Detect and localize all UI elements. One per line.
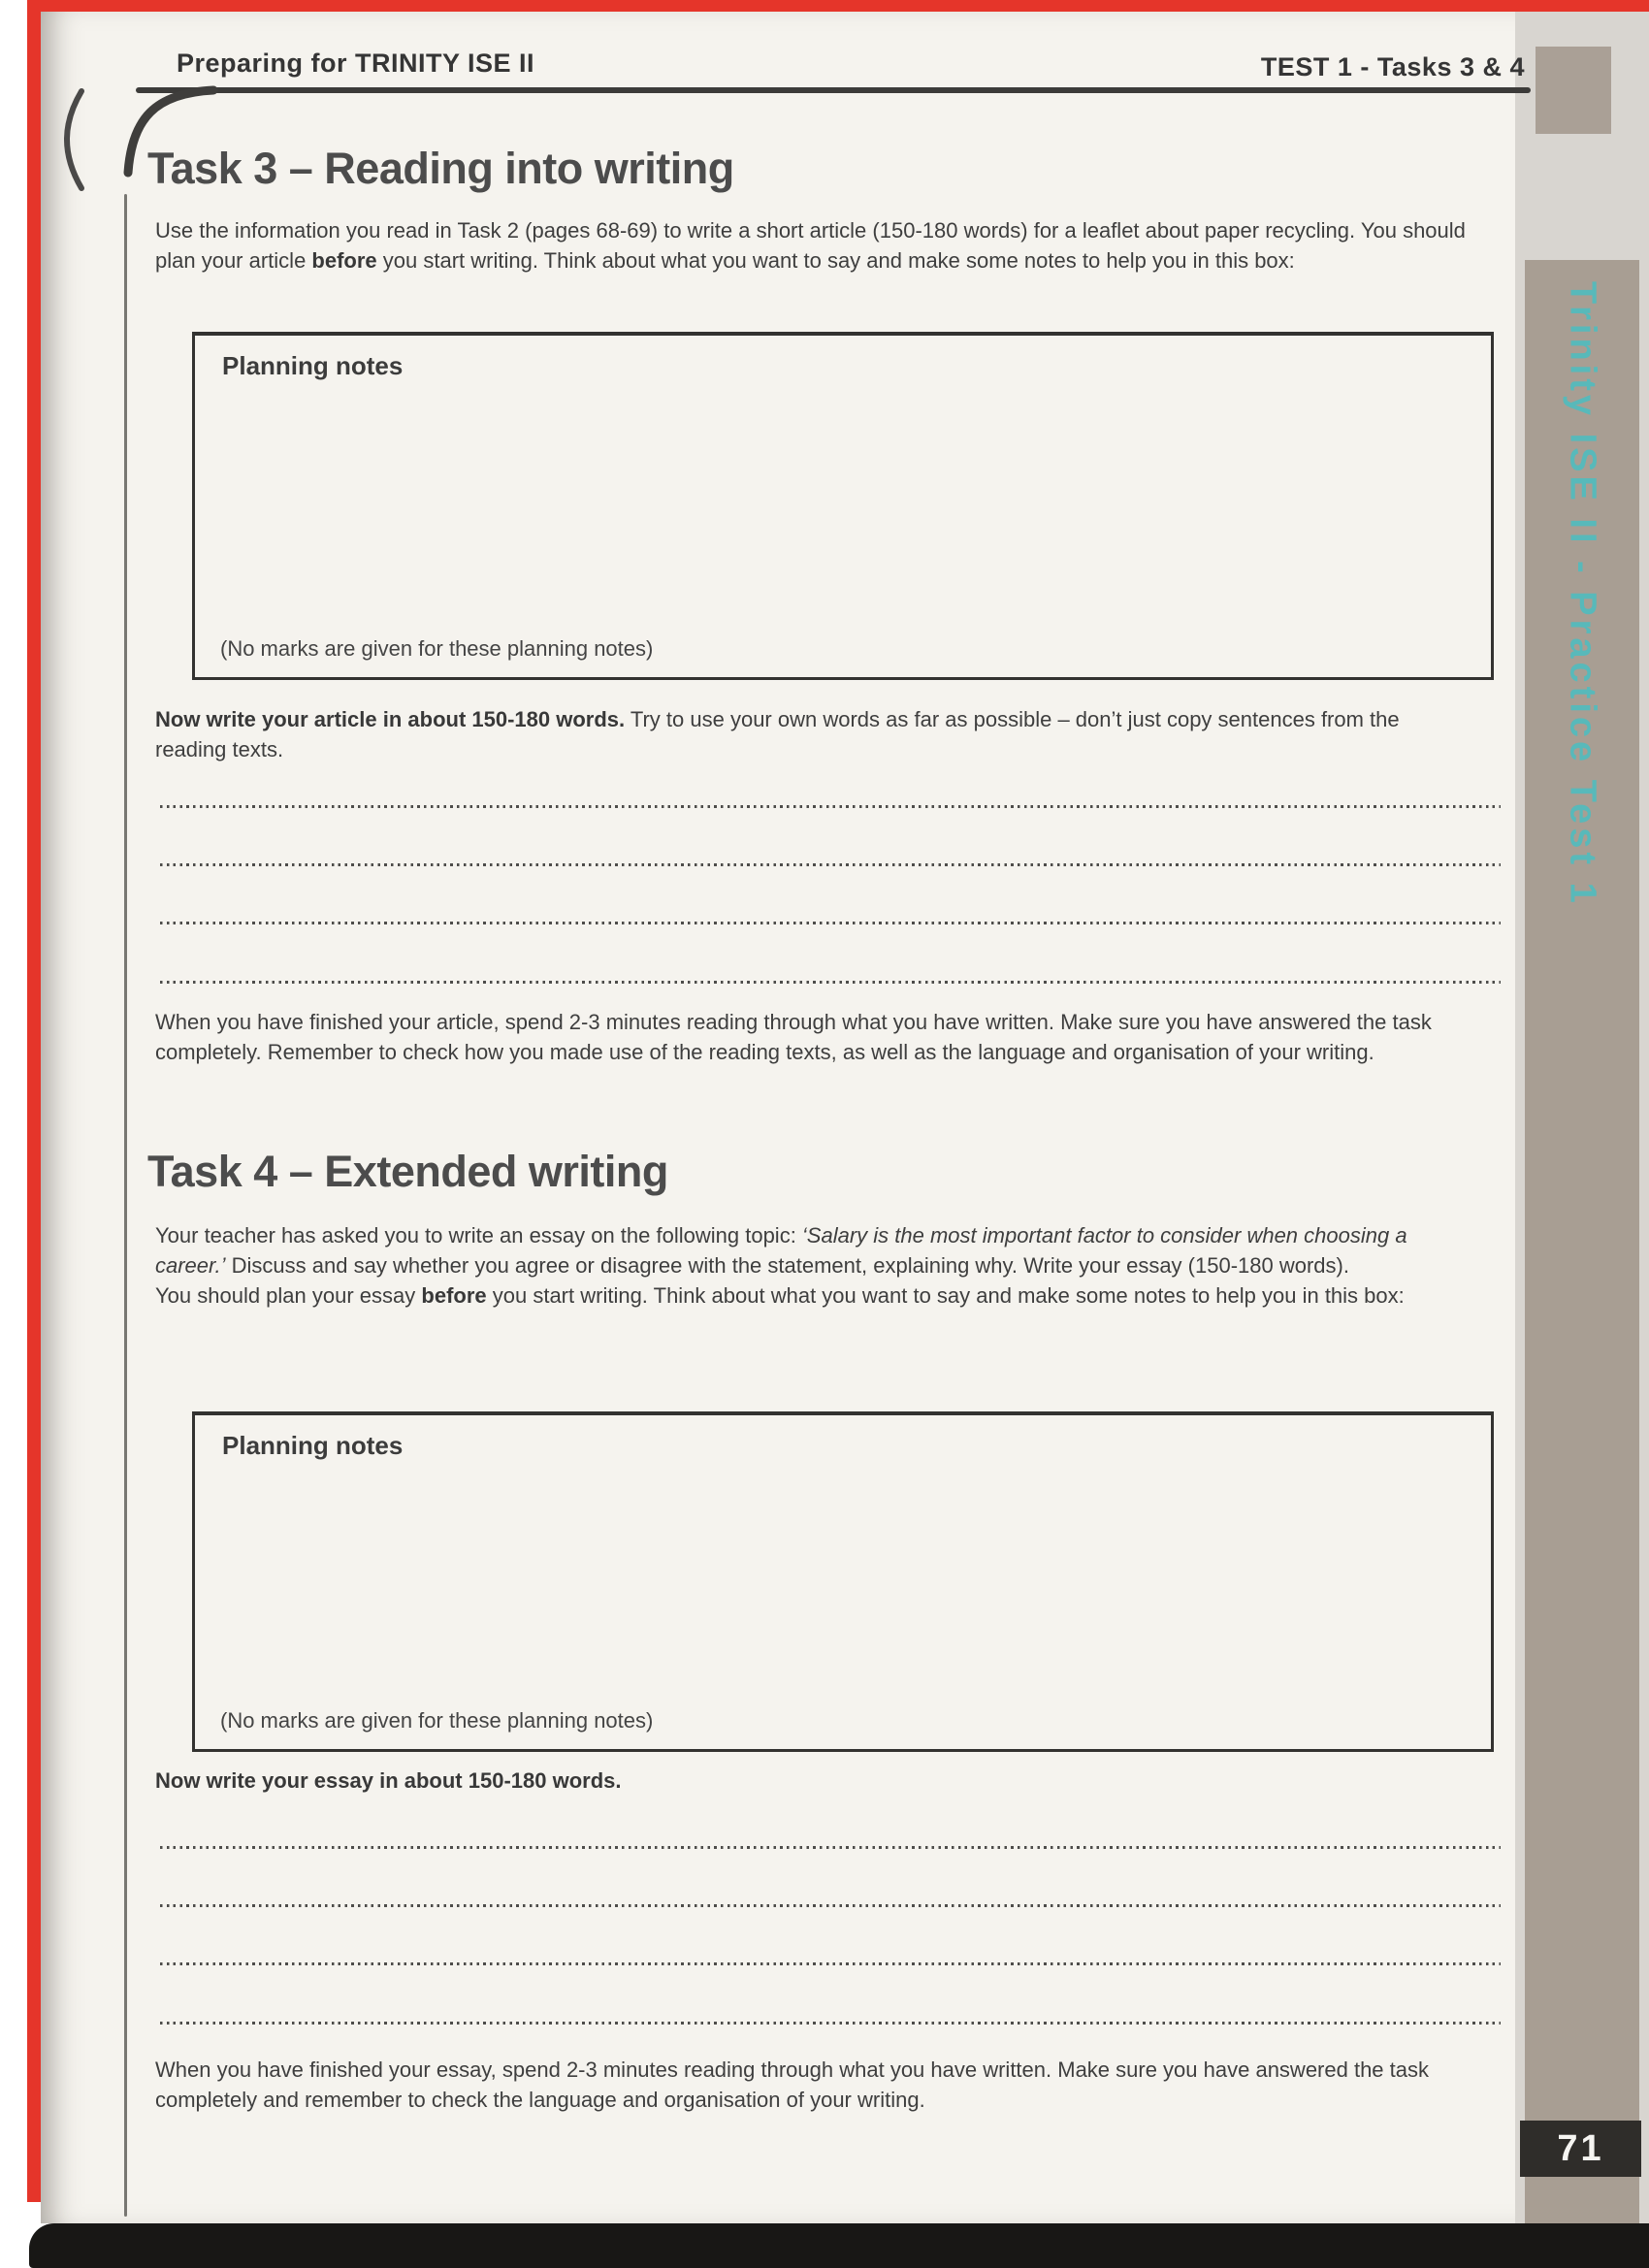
writing-line[interactable]: [160, 1904, 1501, 1907]
task4-instructions: [155, 1220, 1470, 1311]
task3-write-rest: Try to use your own words as far as possible – don’t just copy sentences from the reading texts.: [155, 707, 1400, 761]
writing-line[interactable]: [160, 2022, 1501, 2025]
task4-write-instruction: [155, 1766, 1470, 1796]
task3-intro-text-2: you start writing. Think about what you want to say and make some notes to help you in this box:: [376, 248, 1295, 273]
task3-write-bold: Now write your article in about 150-180 words.: [155, 707, 626, 731]
writing-line[interactable]: [160, 1846, 1501, 1849]
task3-intro-bold: before: [311, 248, 377, 273]
margin-rule: [124, 194, 127, 2217]
writing-line[interactable]: [160, 981, 1501, 984]
test-section-label: TEST 1 - Tasks 3 & 4: [1260, 52, 1525, 81]
task4-planning-notes-box[interactable]: [192, 1411, 1494, 1752]
writing-line[interactable]: [160, 805, 1501, 808]
left-red-strip: [27, 0, 41, 2202]
header-rule: [136, 87, 1531, 93]
task3-title: Task 3 – Reading into writing: [147, 144, 734, 193]
task4-title: Task 4 – Extended writing: [147, 1147, 668, 1196]
task3-write-instruction: [155, 704, 1470, 764]
writing-line[interactable]: [160, 1962, 1501, 1965]
no-marks-note: (No marks are given for these planning notes): [220, 1708, 654, 1733]
sidebar-strip: [1525, 260, 1639, 2223]
task4-intro-text: Your teacher has asked you to write an essay on the following topic:: [155, 1223, 802, 1247]
task4-review-instruction: When you have finished your essay, spend 2-3 minutes reading through what you have written. Make sure you have answered the task completely and remember to check the language and organisation of your writing.: [155, 2057, 1430, 2112]
task4-intro-text-2: Discuss and say whether you agree or disagree with the statement, explaining why. Write your essay (150-180 words).: [225, 1253, 1349, 1278]
task3-instructions: [155, 215, 1470, 275]
sidebar-series-label: Trinity ISE II - Practice Test 1: [1562, 281, 1603, 907]
task4-write-bold: Now write your essay in about 150-180 words.: [155, 1768, 622, 1793]
planning-notes-label: Planning notes: [222, 1431, 404, 1460]
writing-line[interactable]: [160, 863, 1501, 866]
book-title: Preparing for TRINITY ISE II: [177, 49, 535, 78]
task4-plan-text-2: you start writing. Think about what you want to say and make some notes to help you in this box:: [486, 1283, 1405, 1308]
bottom-black-bar: [29, 2223, 1649, 2268]
task4-plan-text: You should plan your essay: [155, 1283, 422, 1308]
task4-plan-bold: before: [421, 1283, 487, 1308]
no-marks-note: (No marks are given for these planning notes): [220, 636, 654, 661]
sidebar-tab-top: [1536, 47, 1611, 134]
writing-line[interactable]: [160, 922, 1501, 924]
task3-review-instruction: When you have finished your article, spend 2-3 minutes reading through what you have written. Make sure you have answered the task completely. Remember to check how you made use of the reading texts, as well as the language and organisation of your writing.: [155, 1010, 1432, 1064]
task3-intro-text: Use the information you read in Task 2 (pages 68-69) to write a short article (150-180 words) for a leaflet about paper recycling. You should plan your article: [155, 218, 1466, 273]
task4-essay-topic: ‘Salary is the most important factor to consider when choosing a career.’: [155, 1223, 1407, 1278]
top-red-strip: [35, 0, 1649, 12]
task3-planning-notes-box[interactable]: [192, 332, 1494, 680]
page-number: 71: [1557, 2127, 1604, 2169]
page-number-box: [1520, 2121, 1641, 2177]
planning-notes-label: Planning notes: [222, 351, 404, 380]
